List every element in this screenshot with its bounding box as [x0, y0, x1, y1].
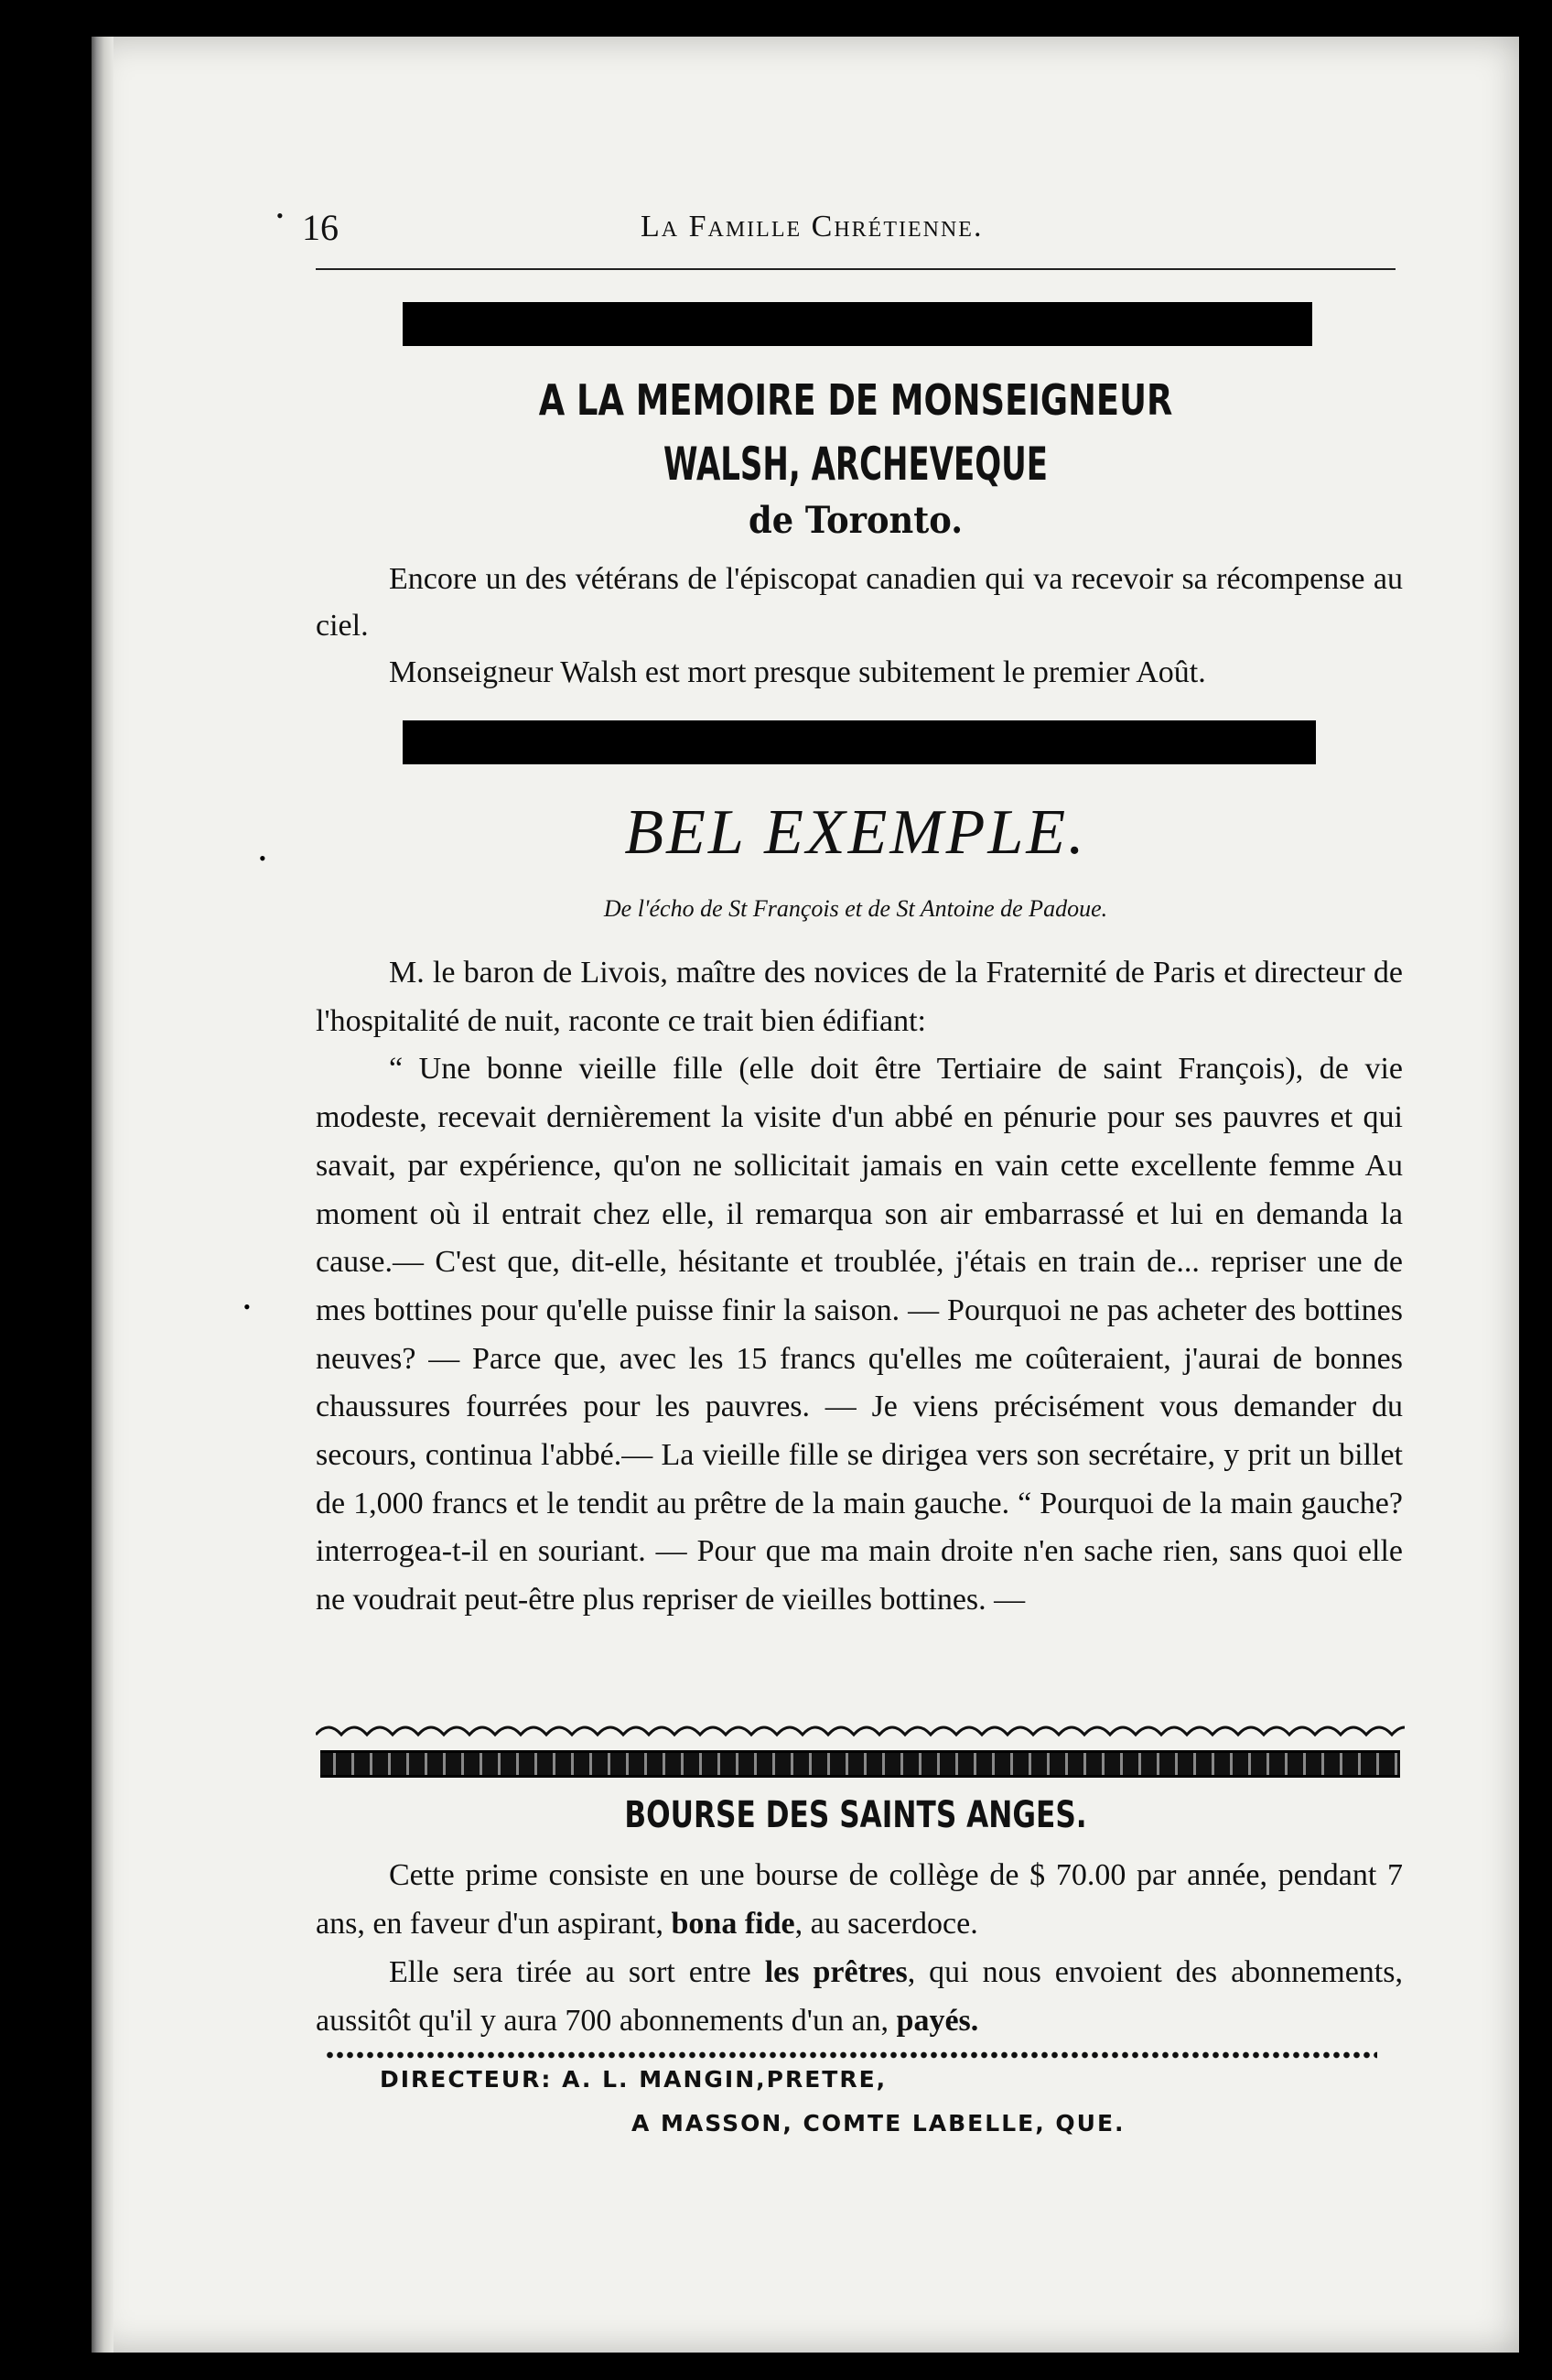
- page-number: • 16: [302, 206, 339, 249]
- running-title: La Famille Chrétienne.: [641, 210, 984, 243]
- black-divider-bar: [403, 302, 1312, 346]
- bel-exemple-subtitle: De l'écho de St François et de St Antoine de Padoue.: [603, 895, 1108, 922]
- bourse-p2-bold2: payés.: [896, 2004, 979, 2038]
- walsh-paragraph-2: Monseigneur Walsh est mort presque subitement le premier Août.: [389, 655, 1206, 689]
- walsh-title-line1: A LA MEMOIRE DE MONSEIGNEUR: [538, 375, 1173, 425]
- dotted-rule: [325, 2050, 1377, 2060]
- bel-exemple-title: BEL EXEMPLE.: [624, 797, 1087, 868]
- bel-exemple-paragraph-1: M. le baron de Livois, maître des novices de la Fraternité de Paris et directeur de l'hospitalité de nuit, raconte ce trait bien édifiant:: [316, 956, 1403, 1038]
- director-line: DIRECTEUR: A. L. MANGIN,PRETRE,: [380, 2066, 888, 2093]
- bourse-p1-end: , au sacerdoce.: [794, 1907, 978, 1941]
- page-header: [302, 206, 1400, 252]
- bourse-paragraph-1: [316, 1851, 1403, 1948]
- speck-mark: •: [259, 847, 266, 870]
- address-line: A MASSON, COMTE LABELLE, QUE.: [631, 2110, 1126, 2137]
- bel-exemple-paragraph-2: “ Une bonne vieille fille (elle doit être Tertiaire de saint François), de vie modeste, recevait dernièrement la visite d'un abbé en pénurie pour ses pauvres et qui savait, par expérience, qu'on ne sollicitait jamais en vain cette excellente femme Au moment où il entrait chez elle, il remarqua son air embarrassé et lui en demanda la cause.— C'est que, dit-elle, hésitante et troublée, j'étais en train de... repriser une de mes bottines pour qu'elle puisse finir la saison. — Pourquoi ne pas acheter des bottines neuves? — Parce que, avec les 15 francs qu'elles me coûteraient, j'aurai de bonnes chaussures fourrées pour les pauvres. — Je viens précisément vous demander du secours, continua l'abbé.— La vieille fille se dirigea vers son secrétaire, y prit un billet de 1,000 francs et le tendit au prêtre de la main gauche. “ Pourquoi de la main gauche? interrogea-t-il en souriant. — Pour que ma main droite n'en sache rien, sans quoi elle ne voudrait peut-être plus repriser de vieilles bottines. —: [316, 1052, 1403, 1617]
- walsh-title-line2: WALSH, ARCHEVEQUE: [663, 438, 1049, 491]
- black-divider-bar: [403, 720, 1316, 764]
- speck-mark: •: [243, 1295, 251, 1318]
- walsh-paragraph: [316, 649, 1403, 696]
- walsh-paragraph: [316, 556, 1403, 649]
- bel-exemple-body: [316, 949, 1403, 1625]
- bourse-p1-bold: bona fide: [671, 1907, 795, 1941]
- header-rule: [316, 268, 1396, 270]
- bourse-p2-bold1: les prêtres: [764, 1955, 908, 1989]
- page-edge: [92, 37, 113, 2353]
- walsh-title-line3: de Toronto.: [748, 499, 964, 542]
- bourse-p1-start: Cette prime consiste en une bourse de collège de $ 70.00 par année, pendant 7 ans, en faveur d'un aspirant,: [316, 1858, 1403, 1941]
- walsh-paragraph-1: Encore un des vétérans de l'épiscopat canadien qui va recevoir sa récompense au ciel.: [316, 562, 1403, 643]
- chain-ornament: [320, 1750, 1400, 1778]
- bourse-title: BOURSE DES SAINTS ANGES.: [624, 1794, 1087, 1836]
- bourse-p2-mid: , qui nous envoient des abonnements, aussitôt qu'il y aura 700 abonnements d'un an,: [316, 1955, 1403, 2038]
- bourse-body: [316, 1851, 1403, 2045]
- bourse-p2-start: Elle sera tirée au sort entre: [389, 1955, 765, 1989]
- wave-ornament: [316, 1718, 1405, 1742]
- bourse-paragraph-2: [316, 1948, 1403, 2045]
